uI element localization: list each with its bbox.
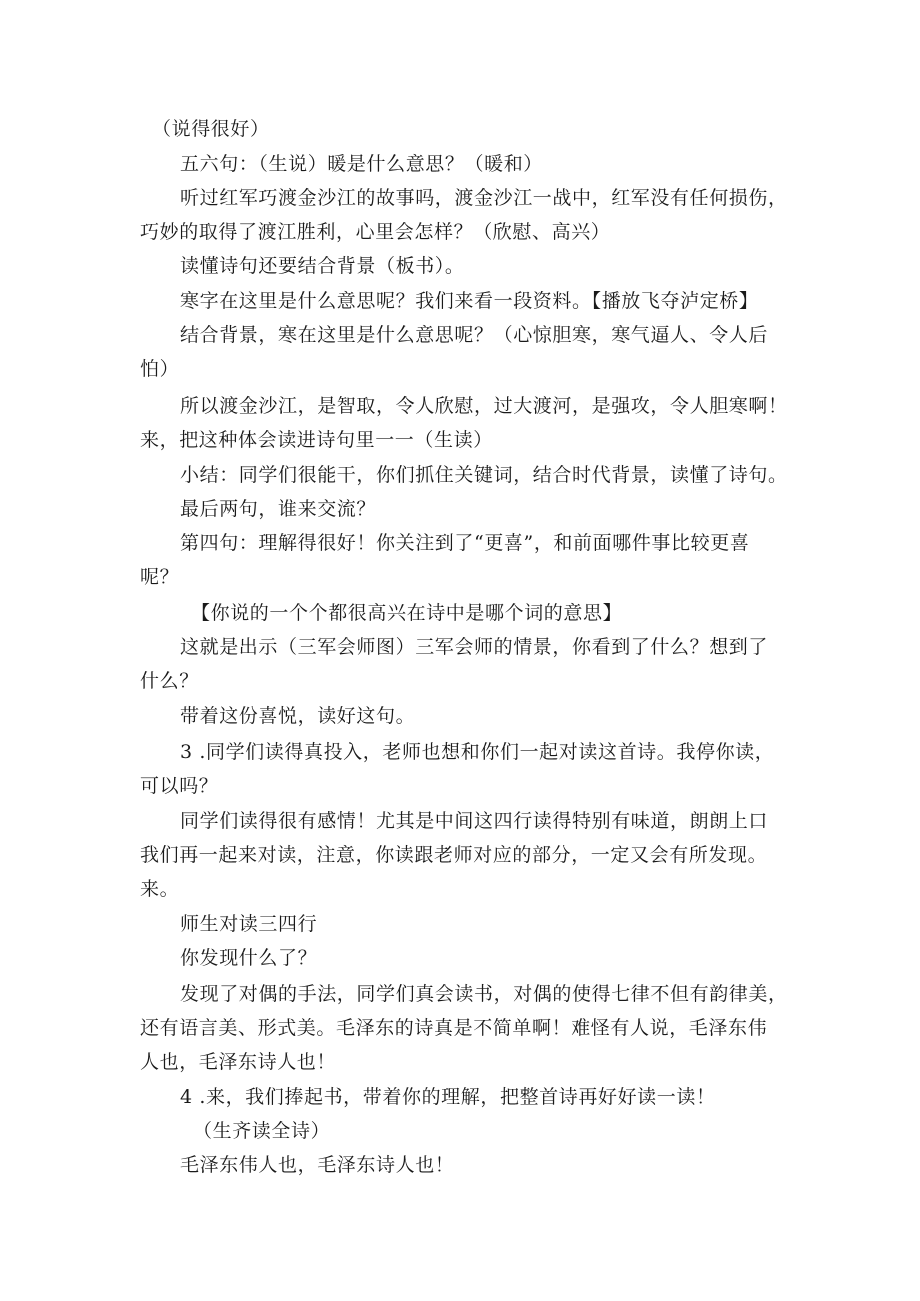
text-line-15: 【你说的一个个都很高兴在诗中是哪个词的意思】 <box>191 602 623 624</box>
text-line-23: 来。 <box>140 878 180 900</box>
text-line-17: 什么？ <box>140 670 199 692</box>
text-line-5: 读懂诗句还要结合背景（板书）。 <box>180 255 465 277</box>
text-line-20: 可以吗？ <box>140 775 219 797</box>
text-line-1: （说得很好） <box>152 118 270 140</box>
text-line-7: 结合背景，寒在这里是什么意思呢？（心惊胆寒，寒气逼人、令人后 <box>180 324 769 346</box>
text-line-2: 五六句：（生说）暖是什么意思？（暖和） <box>180 153 543 175</box>
text-line-9: 所以渡金沙江，是智取，令人欣慰，过大渡河，是强攻，令人胆寒啊！ <box>180 395 788 417</box>
text-line-29: 4 .来，我们捧起书，带着你的理解，把整首诗再好好读一读！ <box>180 1086 716 1108</box>
text-line-19: 3 .同学们读得真投入，老师也想和你们一起对读这首诗。我停你读， <box>180 741 775 763</box>
text-line-10: 来，把这种体会读进诗句里一一（生读） <box>140 429 493 451</box>
text-line-11: 小结：同学们很能干，你们抓住关键词，结合时代背景，读懂了诗句。 <box>180 464 788 486</box>
text-line-22: 我们再一起来对读，注意，你读跟老师对应的部分，一定又会有所发现。 <box>140 844 768 866</box>
text-line-14: 呢？ <box>140 566 180 588</box>
text-line-3: 听过红军巧渡金沙江的故事吗，渡金沙江一战中，红军没有任何损伤， <box>180 187 788 209</box>
text-line-16: 这就是出示（三军会师图）三军会师的情景，你看到了什么？想到了 <box>180 636 769 658</box>
text-line-31: 毛泽东伟人也，毛泽东诗人也！ <box>180 1154 455 1176</box>
text-line-13: 第四句：理解得很好！你关注到了“更喜”，和前面哪件事比较更喜 <box>180 532 750 554</box>
text-line-24: 师生对读三四行 <box>180 913 318 935</box>
text-line-21: 同学们读得很有感情！尤其是中间这四行读得特别有味道，朗朗上口 <box>180 810 769 832</box>
text-line-18: 带着这份喜悦，读好这句。 <box>180 705 416 727</box>
text-line-26: 发现了对偶的手法，同学们真会读书，对偶的使得七律不但有韵律美， <box>180 983 788 1005</box>
text-line-30: （生齐读全诗） <box>193 1120 331 1142</box>
text-line-25: 你发现什么了？ <box>180 947 318 969</box>
text-line-27: 还有语言美、形式美。毛泽东的诗真是不简单啊！难怪有人说，毛泽东伟 <box>140 1017 768 1039</box>
text-line-12: 最后两句，谁来交流？ <box>180 498 377 520</box>
text-line-8: 怕） <box>140 358 180 380</box>
text-line-4: 巧妙的取得了渡江胜利，心里会怎样？（欣慰、高兴） <box>140 221 611 243</box>
text-line-28: 人也，毛泽东诗人也！ <box>140 1051 337 1073</box>
text-line-6: 寒字在这里是什么意思呢？我们来看一段资料。【播放飞夺泸定桥】 <box>180 290 759 312</box>
